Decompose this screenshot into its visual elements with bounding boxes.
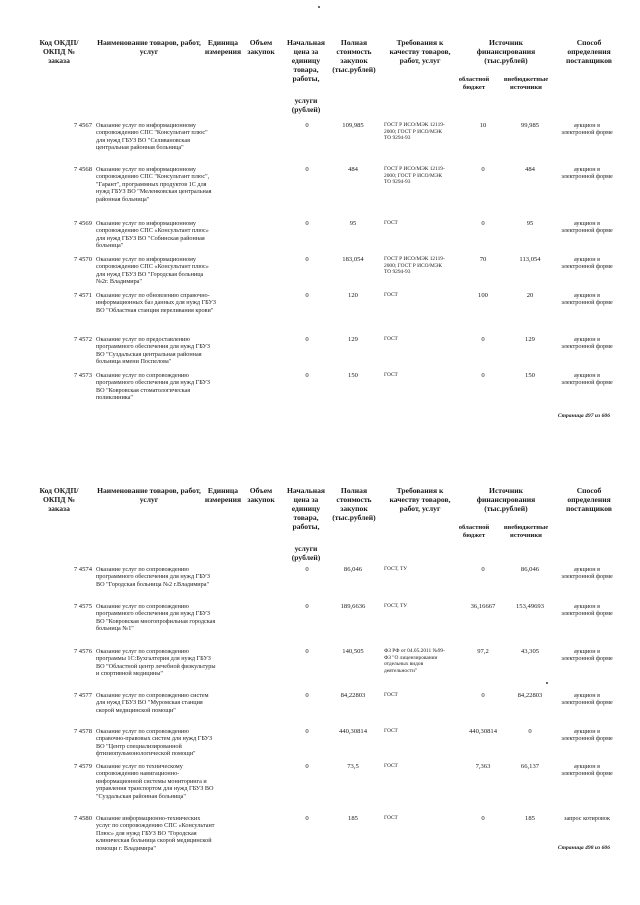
header-price: Начальная цена за единицу товара, работы,: [286, 38, 326, 83]
row-name: Оказание услуг по сопровождению программного обеспечения для нужд ГБУЗ ВО "Ковровская стоматологическая поликлиника": [96, 372, 210, 402]
row-offbudget: 150: [525, 372, 535, 379]
row-requirements: ГОСТ Р ИСО/МЭК 12119-2000; ГОСТ Р ИСО/МЭК ТО 9294-93: [384, 122, 445, 142]
row-method: аукцион в электронной форме: [561, 166, 613, 181]
row-requirements: ГОСТ: [384, 728, 398, 734]
row-requirements: ГОСТ: [384, 763, 398, 769]
header-price: Начальная цена за единицу товара, работы,: [286, 486, 326, 531]
row-method: аукцион в электронной форме: [561, 566, 613, 581]
header-offbudget: внебюджетные источники: [503, 76, 549, 91]
header-requirements: Требования к качеству товаров, работ, услуг: [389, 38, 451, 65]
header-offbudget: внебюджетные источники: [503, 524, 549, 539]
row-offbudget: 84,22803: [517, 692, 543, 699]
row-method: аукцион в электронной форме: [561, 648, 613, 663]
row-name: Оказание услуг по сопровождению программного обеспечения для нужд ГБУЗ ВО "Городская больница №2 г.Владимира": [96, 566, 210, 588]
row-offbudget: 129: [525, 336, 535, 343]
row-name: Оказание услуг по информационному сопровождению СПС «Консультант плюс» для нужд ГБУЗ ВО "Собинская районная больница": [96, 220, 209, 250]
header-name: Наименование товаров, работ, услуг: [97, 38, 201, 56]
row-method: аукцион в электронной форме: [561, 372, 613, 387]
row-cost: 185: [348, 815, 358, 822]
row-requirements: ГОСТ: [384, 292, 398, 298]
header-regional: областной бюджет: [458, 76, 490, 91]
row-price: 0: [305, 166, 309, 173]
scan-speck: [546, 682, 548, 684]
row-cost: 109,985: [342, 122, 364, 129]
row-requirements: ГОСТ Р ИСО/МЭК 12119-2000; ГОСТ Р ИСО/МЭК ТО 9294-93: [384, 166, 445, 186]
row-code: 7 4567: [73, 122, 92, 129]
row-cost: 95: [349, 220, 357, 227]
row-regional: 0: [481, 336, 485, 343]
header-code: Код ОКДП/ ОКПД № заказа: [39, 486, 79, 513]
row-regional: 0: [481, 220, 485, 227]
table-header: [0, 38, 640, 128]
row-requirements: ГОСТ: [384, 692, 398, 698]
header-financing: Источник финансирования (тыс.рублей): [476, 38, 536, 65]
row-regional: 70: [479, 256, 487, 263]
row-code: 7 4578: [73, 728, 92, 735]
page-number: Страница 497 из 606: [557, 413, 610, 419]
row-method: аукцион в электронной форме: [561, 122, 613, 137]
row-price: 0: [305, 763, 309, 770]
row-cost: 84,22803: [340, 692, 366, 699]
row-code: 7 4577: [73, 692, 92, 699]
row-price: 0: [305, 603, 309, 610]
row-method: аукцион в электронной форме: [561, 763, 613, 778]
row-offbudget: 99,985: [520, 122, 540, 129]
row-requirements: ГОСТ, ТУ: [384, 603, 408, 609]
row-regional: 0: [481, 372, 485, 379]
row-price: 0: [305, 566, 309, 573]
row-code: 7 4571: [73, 292, 92, 299]
row-price: 0: [305, 122, 309, 129]
row-regional: 97,2: [477, 648, 489, 655]
row-regional: 100: [478, 292, 488, 299]
row-code: 7 4576: [73, 648, 92, 655]
row-offbudget: 0: [528, 728, 532, 735]
row-offbudget: 185: [525, 815, 535, 822]
row-requirements: ГОСТ Р ИСО/МЭК 12119-2000; ГОСТ Р ИСО/МЭК ТО 9294-93: [384, 256, 445, 276]
row-price: 0: [305, 728, 309, 735]
row-cost: 150: [348, 372, 358, 379]
row-name: Оказание услуг по техническому сопровождению навигационно-информационной системы мониторинга и управления транспортом для нужд ГБУЗ ВО "Суздальская районная больница": [96, 763, 214, 800]
row-offbudget: 95: [526, 220, 534, 227]
header-volume: Объем закупок: [247, 486, 275, 504]
row-method: аукцион в электронной форме: [561, 336, 613, 351]
row-price: 0: [305, 256, 309, 263]
row-offbudget: 20: [526, 292, 534, 299]
header-regional: областной бюджет: [458, 524, 490, 539]
header-requirements: Требования к качеству товаров, работ, услуг: [389, 486, 451, 513]
header-price-tail: услуги (рублей): [291, 96, 321, 114]
header-code: Код ОКДП/ ОКПД № заказа: [39, 38, 79, 65]
row-name: Оказание услуг по информационному сопровождению СПС "Консультант плюс" для нужд ГБУЗ ВО "Селивановская центральная районная больница": [96, 122, 208, 152]
page-number: Страница 498 из 606: [557, 845, 610, 851]
row-method: аукцион в электронной форме: [561, 256, 613, 271]
row-code: 7 4579: [73, 763, 92, 770]
row-name: Оказание услуг по сопровождению программы 1С:Бухгалтерия для нужд ГБУЗ ВО "Областной центр лечебной физкультуры и спортивной медицины": [96, 648, 216, 678]
header-name: Наименование товаров, работ, услуг: [97, 486, 201, 504]
row-price: 0: [305, 648, 309, 655]
row-name: Оказание услуг по информационному сопровождению СПС "Консультант плюс", "Гарант", программных продуктов 1С для нужд ГБУЗ ВО "Меленковская центральная районная больница": [96, 166, 212, 203]
row-regional: 0: [481, 166, 485, 173]
row-regional: 0: [481, 692, 485, 699]
row-cost: 129: [348, 336, 358, 343]
row-method: аукцион в электронной форме: [561, 692, 613, 707]
row-price: 0: [305, 292, 309, 299]
row-offbudget: 86,046: [520, 566, 540, 573]
header-price-tail: услуги (рублей): [291, 544, 321, 562]
row-method: аукцион в электронной форме: [561, 728, 613, 743]
row-offbudget: 43,305: [520, 648, 540, 655]
row-cost: 86,046: [343, 566, 363, 573]
row-regional: 10: [479, 122, 487, 129]
header-method: Способ определения поставщиков: [565, 38, 613, 65]
row-requirements: ГОСТ: [384, 815, 398, 821]
row-code: 7 4568: [73, 166, 92, 173]
row-code: 7 4575: [73, 603, 92, 610]
row-regional: 0: [481, 566, 485, 573]
row-requirements: ГОСТ: [384, 220, 398, 226]
row-cost: 120: [348, 292, 358, 299]
row-price: 0: [305, 815, 309, 822]
row-cost: 440,30814: [338, 728, 368, 735]
row-name: Оказание информационно-технических услуг по сопровождению СПС «Консультант Плюс» для нужд ГБУЗ ВО "Городская клиническая больница скорой медицинской помощи г. Владимира": [96, 815, 215, 852]
row-cost: 140,505: [342, 648, 364, 655]
header-cost: Полная стоимость закупок (тыс.рублей): [332, 486, 376, 522]
row-offbudget: 484: [525, 166, 535, 173]
row-method: запрос котировок: [564, 815, 610, 822]
header-cost: Полная стоимость закупок (тыс.рублей): [332, 38, 376, 74]
row-regional: 0: [481, 815, 485, 822]
row-offbudget: 153,49693: [515, 603, 545, 610]
row-price: 0: [305, 220, 309, 227]
row-price: 0: [305, 336, 309, 343]
row-code: 7 4574: [73, 566, 92, 573]
row-code: 7 4570: [73, 256, 92, 263]
row-code: 7 4573: [73, 372, 92, 379]
row-cost: 183,054: [342, 256, 364, 263]
header-method: Способ определения поставщиков: [565, 486, 613, 513]
document-page-498: [0, 452, 640, 905]
row-name: Оказание услуг по сопровождению систем для нужд ГБУЗ ВО "Муромская станция скорой медицинской помощи": [96, 692, 209, 714]
row-method: аукцион в электронной форме: [561, 603, 613, 618]
row-name: Оказание услуг по сопровождению программного обеспечения для нужд ГБУЗ ВО "Ковровская многопрофильная городская больница №1": [96, 603, 216, 633]
row-requirements: ГОСТ, ТУ: [384, 566, 408, 572]
row-method: аукцион в электронной форме: [561, 220, 613, 235]
row-cost: 189,6636: [340, 603, 366, 610]
row-name: Оказание услуг по информационному сопровождению СПС «Консультант плюс» для нужд ГБУЗ ВО "Городская больница №2г. Владимира": [96, 256, 209, 286]
row-cost: 484: [348, 166, 358, 173]
row-code: 7 4572: [73, 336, 92, 343]
header-unit: Единица измерения: [204, 486, 242, 504]
row-name: Оказание услуг по предоставлению программного обеспечения для нужд ГБУЗ ВО "Суздальская центральная районная больница имени Поспелова": [96, 336, 210, 366]
row-code: 7 4580: [73, 815, 92, 822]
row-name: Оказание услуг по сопровождению справочно-правовых систем для нужд ГБУЗ ВО "Центр специализированной фтизиопульмонологической помощи": [96, 728, 213, 758]
row-requirements: ГОСТ: [384, 372, 398, 378]
row-offbudget: 66,137: [520, 763, 540, 770]
row-name: Оказание услуг по обновлению справочно-информационных баз данных для нужд ГБУЗ ВО "Областная станция переливания крови": [96, 292, 216, 314]
row-regional: 36,16667: [470, 603, 496, 610]
scan-speck: [318, 6, 320, 8]
row-method: аукцион в электронной форме: [561, 292, 613, 307]
document-page-497: [0, 0, 640, 452]
header-unit: Единица измерения: [204, 38, 242, 56]
row-offbudget: 113,054: [519, 256, 541, 263]
header-volume: Объем закупок: [247, 38, 275, 56]
table-header: [0, 486, 640, 576]
row-requirements: ГОСТ: [384, 336, 398, 342]
row-price: 0: [305, 692, 309, 699]
header-financing: Источник финансирования (тыс.рублей): [476, 486, 536, 513]
row-regional: 7,363: [475, 763, 491, 770]
row-regional: 440,30814: [468, 728, 498, 735]
row-price: 0: [305, 372, 309, 379]
row-code: 7 4569: [73, 220, 92, 227]
row-requirements: ФЗ РФ от 04.05.2011 №99-ФЗ "О лицензировании отдельных видов деятельности": [384, 648, 445, 674]
row-cost: 73,5: [347, 763, 359, 770]
